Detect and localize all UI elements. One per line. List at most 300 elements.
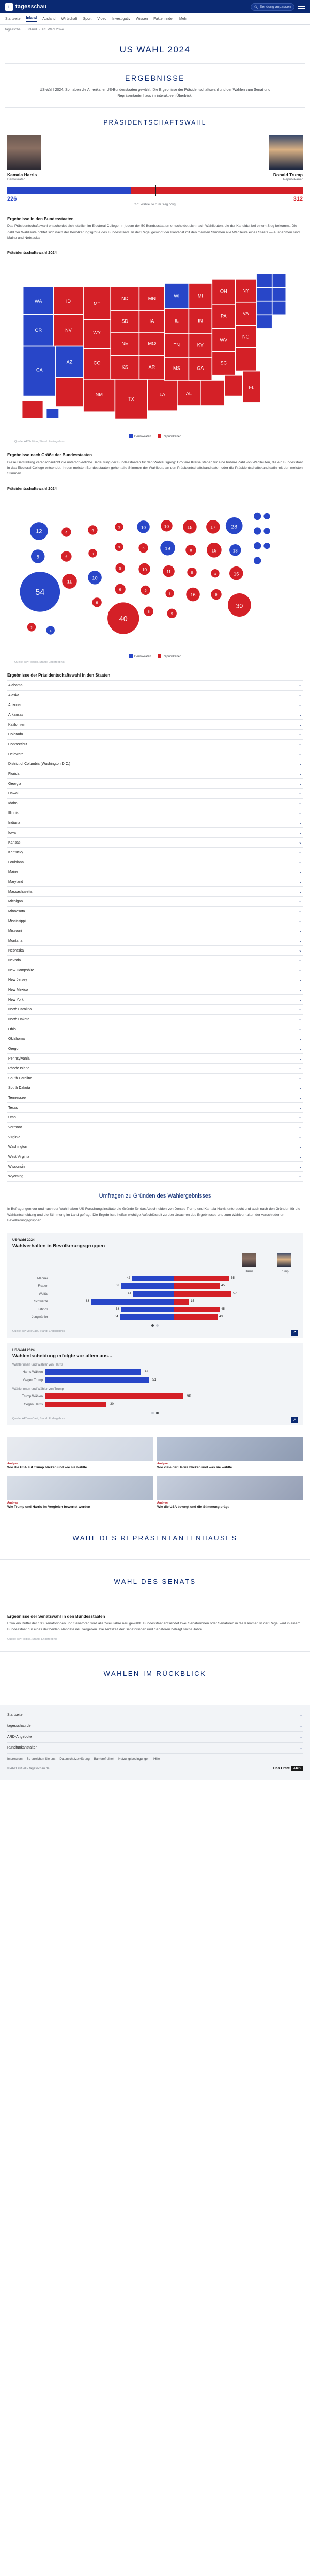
chevron-down-icon: ⌄ bbox=[299, 802, 302, 806]
state-label: Mississippi bbox=[8, 919, 26, 923]
svg-text:FL: FL bbox=[249, 385, 255, 390]
state-results-title: Ergebnisse in den Bundesstaaten bbox=[7, 217, 74, 222]
chart2-bar bbox=[12, 1402, 298, 1407]
nav-item-ausland[interactable]: Ausland bbox=[42, 17, 56, 21]
footer-section[interactable] bbox=[7, 1721, 303, 1732]
state-label: Nebraska bbox=[8, 948, 24, 953]
chart1-title: Wahlverhalten in Bevölkerungsgruppen bbox=[12, 1243, 105, 1249]
state-label: Texas bbox=[8, 1106, 18, 1110]
state-label: Georgia bbox=[8, 781, 21, 786]
teaser-title: Wie viele der Harris blicken und was sie wählte bbox=[157, 1465, 233, 1469]
teaser-title: Wie die USA bewegt und die Stimmung prägt bbox=[157, 1505, 229, 1509]
state-row[interactable] bbox=[7, 799, 303, 808]
harris-thumb bbox=[242, 1253, 256, 1267]
us-map-svg bbox=[7, 258, 303, 432]
svg-text:MS: MS bbox=[173, 365, 180, 371]
svg-text:MT: MT bbox=[94, 301, 101, 306]
map-title: Präsidentschaftswahl 2024 bbox=[7, 250, 57, 255]
teaser-card[interactable] bbox=[7, 1476, 153, 1510]
svg-text:CA: CA bbox=[36, 367, 43, 373]
svg-text:6: 6 bbox=[144, 588, 147, 593]
breadcrumb-sep-0: › bbox=[24, 28, 26, 32]
trump-photo bbox=[269, 135, 303, 170]
state-label: Delaware bbox=[8, 752, 24, 756]
svg-text:16: 16 bbox=[234, 571, 239, 576]
ard-label: Das Erste bbox=[273, 1767, 290, 1771]
majority-marker bbox=[155, 185, 156, 196]
state-row[interactable] bbox=[7, 1024, 303, 1034]
chevron-down-icon: ⌄ bbox=[299, 978, 302, 983]
senate-text: Etwa ein Drittel der 100 Senatorinnen und Senatoren wird alle zwei Jahre neu gewählt. Bundesstaat entsendet zwei Senatorinnen oder Senatoren in die Kammer. In der Regel wird in einem Bundesstaat nur eines der beiden Mandate neu vergeben. Die Amtszeit der Senatorinnen und Senatoren beträgt sechs Jahre. bbox=[7, 1622, 301, 1632]
state-label: Arizona bbox=[8, 703, 21, 707]
teaser-image-c bbox=[7, 1476, 153, 1500]
state-row[interactable] bbox=[7, 1044, 303, 1054]
footer bbox=[0, 1705, 310, 1780]
chevron-down-icon: ⌄ bbox=[299, 1037, 302, 1041]
svg-text:19: 19 bbox=[211, 548, 217, 554]
chevron-down-icon: ⌄ bbox=[299, 959, 302, 963]
footer-bottom bbox=[7, 1761, 303, 1771]
house-banner: WAHL DES REPRÄSENTANTENHAUSES bbox=[0, 1516, 310, 1559]
state-row[interactable] bbox=[7, 867, 303, 877]
state-row[interactable] bbox=[7, 828, 303, 838]
state-label: Ohio bbox=[8, 1027, 16, 1031]
hamburger-icon[interactable] bbox=[298, 5, 305, 9]
carousel-dots-2[interactable] bbox=[12, 1407, 298, 1414]
svg-text:11: 11 bbox=[166, 569, 171, 574]
state-label: Virginia bbox=[8, 1135, 21, 1139]
nav-item-faktenfinder[interactable]: Faktenfinder bbox=[153, 17, 174, 21]
chevron-down-icon: ⌄ bbox=[299, 1047, 302, 1051]
state-label: Iowa bbox=[8, 831, 16, 835]
svg-text:8: 8 bbox=[147, 609, 150, 614]
svg-text:ID: ID bbox=[66, 298, 71, 304]
teaser-image-d bbox=[157, 1476, 303, 1500]
state-row[interactable] bbox=[7, 936, 303, 946]
state-results-text: Das Präsidentschaftswahl entscheidet sich letztlich im Electoral College: In jedem der 50 Bundesstaaten entscheidet sich nach Wahlleuten, die der Kandidat bei einem Sieg bekommt. Die Zahl der Wahlleute richtet sich nach der Bevölkerungsgröße des Bundesstaats. In der Regel gewinnt der Kandidat mit den meisten Stimmen alle Wahlleute eines Staats — Ausnahmen sind Maine und Nebraska. bbox=[7, 224, 300, 240]
nav-item-wirtschaft[interactable]: Wirtschaft bbox=[61, 17, 78, 21]
footer-link[interactable]: Nutzungsbedingungen bbox=[118, 1757, 150, 1761]
chevron-down-icon: ⌄ bbox=[299, 969, 302, 973]
bar-value: 47 bbox=[145, 1370, 148, 1374]
chevron-down-icon: ⌄ bbox=[299, 1057, 302, 1061]
bar-value: 68 bbox=[187, 1394, 191, 1398]
teaser-image-a bbox=[7, 1437, 153, 1461]
carousel-dots[interactable] bbox=[12, 1320, 298, 1327]
teaser-kicker: Analyse bbox=[157, 1501, 168, 1505]
legend-rep: Republikaner bbox=[158, 434, 181, 438]
svg-text:WI: WI bbox=[174, 293, 180, 299]
state-row[interactable] bbox=[7, 965, 303, 975]
chart2-bar bbox=[12, 1369, 298, 1375]
bar-value: 51 bbox=[152, 1378, 156, 1382]
candidate-name: Kamala Harris bbox=[7, 172, 37, 178]
svg-text:NM: NM bbox=[95, 392, 103, 397]
svg-text:11: 11 bbox=[67, 579, 72, 585]
search-input[interactable] bbox=[251, 3, 295, 11]
svg-text:WA: WA bbox=[35, 298, 42, 304]
svg-text:5: 5 bbox=[119, 566, 121, 571]
svg-text:3: 3 bbox=[30, 626, 33, 630]
state-label: Wisconsin bbox=[8, 1164, 25, 1169]
candidate-row bbox=[0, 133, 310, 181]
svg-text:6: 6 bbox=[65, 555, 68, 559]
state-row[interactable] bbox=[7, 1172, 303, 1182]
svg-text:10: 10 bbox=[141, 525, 146, 530]
chevron-down-icon: ⌄ bbox=[299, 1106, 302, 1110]
breadcrumb-item-0[interactable]: tagesschau bbox=[5, 28, 23, 32]
state-row[interactable] bbox=[7, 1034, 303, 1044]
state-row[interactable] bbox=[7, 808, 303, 818]
state-row[interactable] bbox=[7, 1132, 303, 1142]
svg-text:IA: IA bbox=[149, 318, 154, 324]
state-row[interactable] bbox=[7, 691, 303, 700]
electoral-bar-rep bbox=[131, 187, 303, 194]
state-label: Washington bbox=[8, 1145, 27, 1149]
state-row[interactable] bbox=[7, 907, 303, 916]
state-label: Indiana bbox=[8, 821, 20, 825]
chevron-down-icon: ⌄ bbox=[299, 782, 302, 786]
copyright: © ARD aktuell / tagesschau.de bbox=[7, 1767, 50, 1770]
svg-text:9: 9 bbox=[215, 592, 218, 597]
nav-item-mehr[interactable]: Mehr bbox=[179, 17, 188, 21]
svg-text:CO: CO bbox=[93, 360, 101, 366]
category-label: Schwarze bbox=[34, 1299, 48, 1304]
chart1-source: Quelle: AP VoteCast, Stand: Endergebnis ↗ bbox=[12, 1327, 298, 1333]
state-row[interactable] bbox=[7, 730, 303, 740]
svg-text:WV: WV bbox=[220, 337, 228, 343]
svg-text:3: 3 bbox=[118, 545, 120, 549]
carousel-dot-1[interactable] bbox=[151, 1324, 154, 1327]
chevron-down-icon: ⌄ bbox=[299, 890, 302, 894]
bar-label: Gegen Trump bbox=[23, 1378, 43, 1382]
chart1-legend bbox=[12, 1253, 298, 1274]
bar-label: Gegen Harris bbox=[24, 1402, 43, 1406]
svg-text:10: 10 bbox=[164, 524, 169, 529]
state-label: Nevada bbox=[8, 958, 21, 962]
nav-item-startseite[interactable]: Startseite bbox=[5, 17, 21, 21]
chevron-down-icon: ⌄ bbox=[300, 1735, 303, 1739]
nav-item-wissen[interactable]: Wissen bbox=[136, 17, 148, 21]
value-trump: 55 bbox=[231, 1277, 235, 1280]
svg-text:6: 6 bbox=[119, 587, 121, 592]
chevron-down-icon: ⌄ bbox=[299, 743, 302, 747]
svg-text:8: 8 bbox=[190, 548, 192, 553]
svg-text:LA: LA bbox=[159, 392, 165, 397]
state-row[interactable] bbox=[7, 759, 303, 769]
state-row[interactable] bbox=[7, 681, 303, 691]
search-placeholder: Sendung anpassen bbox=[259, 5, 291, 9]
state-label: Colorado bbox=[8, 732, 23, 737]
breadcrumb bbox=[0, 25, 310, 35]
chevron-down-icon: ⌄ bbox=[299, 1086, 302, 1091]
chart-voting-groups bbox=[7, 1233, 303, 1338]
teaser-title: Wie die USA auf Trump blicken und wie sie wählte bbox=[7, 1465, 87, 1469]
category-label: Jungwähler bbox=[32, 1315, 48, 1319]
state-row[interactable] bbox=[7, 838, 303, 848]
state-row[interactable] bbox=[7, 749, 303, 759]
state-label: Vermont bbox=[8, 1125, 22, 1129]
footer-section[interactable] bbox=[7, 1743, 303, 1754]
footer-link[interactable]: So erreichen Sie uns bbox=[26, 1757, 56, 1761]
chevron-down-icon: ⌄ bbox=[299, 713, 302, 717]
teaser-kicker: Analyse bbox=[7, 1501, 19, 1505]
state-row[interactable] bbox=[7, 700, 303, 710]
state-label: Oklahoma bbox=[8, 1037, 25, 1041]
share-icon[interactable]: ↗ bbox=[291, 1330, 298, 1336]
results-heading: ERGEBNISSE bbox=[125, 74, 185, 82]
svg-text:4: 4 bbox=[65, 530, 68, 535]
state-label: Utah bbox=[8, 1115, 16, 1120]
svg-text:6: 6 bbox=[168, 592, 171, 596]
svg-text:AR: AR bbox=[148, 364, 156, 370]
nav-item-inland[interactable]: Inland bbox=[26, 16, 37, 22]
chevron-down-icon: ⌄ bbox=[299, 998, 302, 1002]
breadcrumb-item-1[interactable]: Inland bbox=[27, 28, 37, 32]
svg-text:NY: NY bbox=[242, 288, 250, 294]
nav-item-investigativ[interactable]: Investigativ bbox=[112, 17, 131, 21]
teaser-row-2 bbox=[0, 1476, 310, 1516]
presidential-heading: PRÄSIDENTSCHAFTSWAHL bbox=[103, 119, 207, 127]
chevron-down-icon: ⌄ bbox=[299, 861, 302, 865]
surveys-heading: Umfragen zu Gründen des Wahlergebnisses bbox=[99, 1193, 211, 1200]
state-label: Rhode Island bbox=[8, 1066, 30, 1070]
state-row[interactable] bbox=[7, 720, 303, 730]
state-label: South Dakota bbox=[8, 1086, 30, 1090]
nav-item-video[interactable]: Video bbox=[97, 17, 107, 21]
chart2-title: Wahlentscheidung erfolgte vor allem aus... bbox=[12, 1353, 112, 1359]
category-label: Männer bbox=[37, 1276, 48, 1280]
chart-vote-motivation bbox=[7, 1343, 303, 1425]
value-harris: 42 bbox=[127, 1277, 130, 1280]
state-row[interactable] bbox=[7, 985, 303, 995]
carousel-dot-2[interactable] bbox=[156, 1324, 159, 1327]
teaser-card[interactable] bbox=[7, 1437, 153, 1470]
carousel-dot-2[interactable] bbox=[156, 1412, 159, 1414]
chevron-down-icon: ⌄ bbox=[299, 949, 302, 953]
svg-text:54: 54 bbox=[35, 587, 45, 597]
trump-thumb bbox=[277, 1253, 291, 1267]
legend-rep-2: Republikaner bbox=[158, 654, 181, 658]
chevron-down-icon: ⌄ bbox=[299, 910, 302, 914]
teaser-kicker: Analyse bbox=[157, 1462, 168, 1465]
state-row[interactable] bbox=[7, 1074, 303, 1083]
chart2-source: Quelle: AP VoteCast, Stand: Endergebnis ↗ bbox=[12, 1414, 298, 1420]
state-row[interactable] bbox=[7, 1103, 303, 1113]
state-label: Idaho bbox=[8, 801, 18, 805]
main-nav bbox=[0, 13, 310, 25]
state-row[interactable] bbox=[7, 995, 303, 1005]
footer-section[interactable] bbox=[7, 1710, 303, 1721]
teaser-card[interactable] bbox=[157, 1437, 303, 1470]
chevron-down-icon: ⌄ bbox=[299, 919, 302, 924]
teaser-kicker: Analyse bbox=[7, 1462, 19, 1465]
ard-logo[interactable] bbox=[273, 1766, 303, 1771]
bubble-map-svg bbox=[7, 494, 303, 652]
teaser-card[interactable] bbox=[157, 1476, 303, 1510]
chevron-down-icon: ⌄ bbox=[299, 988, 302, 992]
top-bar-actions bbox=[251, 3, 305, 11]
state-label: Kalifornien bbox=[8, 723, 26, 727]
chevron-down-icon: ⌄ bbox=[299, 831, 302, 835]
chevron-down-icon: ⌄ bbox=[299, 762, 302, 766]
state-label: District of Columbia (Washington D.C.) bbox=[8, 762, 70, 766]
state-row[interactable] bbox=[7, 857, 303, 867]
state-row[interactable] bbox=[7, 710, 303, 720]
svg-text:9: 9 bbox=[171, 611, 173, 616]
chevron-down-icon: ⌄ bbox=[299, 821, 302, 825]
us-electoral-map[interactable] bbox=[0, 255, 310, 444]
footer-link[interactable]: Hilfe bbox=[153, 1757, 160, 1761]
chevron-down-icon: ⌄ bbox=[300, 1724, 303, 1728]
state-label: Tennessee bbox=[8, 1096, 26, 1100]
svg-text:3: 3 bbox=[91, 552, 94, 556]
nav-item-sport[interactable]: Sport bbox=[83, 17, 92, 21]
footer-section-label: tagesschau.de bbox=[7, 1724, 31, 1728]
state-row[interactable] bbox=[7, 848, 303, 857]
svg-text:40: 40 bbox=[119, 615, 128, 623]
chevron-down-icon: ⌄ bbox=[299, 1008, 302, 1012]
senate-section bbox=[0, 1603, 310, 1651]
state-row[interactable] bbox=[7, 975, 303, 985]
footer-link[interactable]: Datenschutzerklärung bbox=[59, 1757, 90, 1761]
state-row[interactable] bbox=[7, 789, 303, 799]
state-label: Arkansas bbox=[8, 713, 24, 717]
state-label: Florida bbox=[8, 772, 20, 776]
svg-text:6: 6 bbox=[142, 546, 145, 550]
state-row[interactable] bbox=[7, 1005, 303, 1015]
state-row[interactable] bbox=[7, 1152, 303, 1162]
category-label: Weiße bbox=[39, 1292, 48, 1296]
footer-section-label: ARD-Angebote bbox=[7, 1735, 32, 1739]
states-accordion-title: Ergebnisse der Präsidentschaftswahl in den Staaten bbox=[7, 673, 111, 678]
state-row[interactable] bbox=[7, 1064, 303, 1074]
chevron-down-icon: ⌄ bbox=[300, 1713, 303, 1718]
svg-text:5: 5 bbox=[96, 601, 98, 605]
state-label: Montana bbox=[8, 939, 23, 943]
state-row[interactable] bbox=[7, 877, 303, 887]
svg-text:MI: MI bbox=[197, 293, 203, 299]
share-icon[interactable]: ↗ bbox=[291, 1417, 298, 1423]
value-trump: 57 bbox=[233, 1292, 237, 1296]
chevron-down-icon: ⌄ bbox=[299, 694, 302, 698]
candidate-trump bbox=[225, 135, 303, 181]
state-label: New Jersey bbox=[8, 978, 27, 982]
electoral-votes-harris: 226 bbox=[7, 196, 17, 203]
chevron-down-icon: ⌄ bbox=[299, 1175, 302, 1179]
page-title: US WAHL 2024 bbox=[119, 44, 191, 54]
footer-section[interactable] bbox=[7, 1732, 303, 1743]
svg-text:SD: SD bbox=[121, 318, 129, 324]
state-row[interactable] bbox=[7, 1162, 303, 1172]
candidate-party: Demokraten bbox=[7, 178, 26, 182]
state-row[interactable] bbox=[7, 769, 303, 779]
chevron-down-icon: ⌄ bbox=[299, 1136, 302, 1140]
state-label: New York bbox=[8, 998, 24, 1002]
state-row[interactable] bbox=[7, 779, 303, 789]
state-row[interactable] bbox=[7, 818, 303, 828]
ard-mark: ARD bbox=[291, 1766, 303, 1771]
state-row[interactable] bbox=[7, 926, 303, 936]
harris-photo bbox=[7, 135, 41, 170]
state-row[interactable] bbox=[7, 1113, 303, 1123]
svg-text:13: 13 bbox=[233, 548, 238, 554]
senate-banner: WAHL DES SENATS bbox=[0, 1559, 310, 1603]
state-row[interactable] bbox=[7, 1083, 303, 1093]
value-harris: 83 bbox=[86, 1300, 89, 1304]
svg-text:KY: KY bbox=[197, 342, 204, 348]
chevron-down-icon: ⌄ bbox=[299, 684, 302, 688]
teaser-row-1 bbox=[0, 1431, 310, 1477]
state-row[interactable] bbox=[7, 956, 303, 965]
state-label: Hawaii bbox=[8, 791, 20, 795]
state-label: Maryland bbox=[8, 880, 23, 884]
chevron-down-icon: ⌄ bbox=[299, 1155, 302, 1159]
chevron-down-icon: ⌄ bbox=[300, 1746, 303, 1750]
bar-label: Harris Wählen bbox=[22, 1370, 43, 1374]
state-row[interactable] bbox=[7, 1123, 303, 1132]
footer-link[interactable]: Barrierefreiheit bbox=[94, 1757, 115, 1761]
state-label: Massachusetts bbox=[8, 890, 33, 894]
bar-label: Trump Wählen bbox=[22, 1394, 43, 1398]
chevron-down-icon: ⌄ bbox=[299, 1126, 302, 1130]
top-bar bbox=[0, 0, 310, 13]
us-bubble-map[interactable] bbox=[0, 491, 310, 665]
state-row[interactable] bbox=[7, 946, 303, 956]
states-accordion bbox=[7, 680, 303, 1182]
state-row[interactable] bbox=[7, 1142, 303, 1152]
state-row[interactable] bbox=[7, 916, 303, 926]
senate-title: Ergebnisse der Senatswahl in den Bundesstaaten bbox=[7, 1614, 105, 1619]
state-row[interactable] bbox=[7, 897, 303, 907]
chevron-down-icon: ⌄ bbox=[299, 703, 302, 708]
svg-text:3: 3 bbox=[118, 526, 120, 530]
footer-link[interactable]: Impressum bbox=[7, 1757, 23, 1761]
value-trump: 15 bbox=[191, 1300, 194, 1304]
state-label: Kentucky bbox=[8, 850, 23, 854]
legend-dem-2: Demokraten bbox=[129, 654, 151, 658]
chevron-down-icon: ⌄ bbox=[299, 900, 302, 904]
svg-text:IL: IL bbox=[175, 318, 179, 324]
chevron-down-icon: ⌄ bbox=[299, 939, 302, 943]
brand-logo[interactable] bbox=[5, 3, 47, 11]
majority-label bbox=[7, 202, 303, 206]
state-label: Kansas bbox=[8, 840, 21, 845]
state-label: Illinois bbox=[8, 811, 19, 815]
svg-text:8: 8 bbox=[36, 554, 39, 560]
carousel-dot-1[interactable] bbox=[151, 1412, 154, 1414]
chevron-down-icon: ⌄ bbox=[299, 1165, 302, 1169]
state-row[interactable] bbox=[7, 887, 303, 897]
chart2-bar bbox=[12, 1377, 298, 1383]
value-trump: 43 bbox=[219, 1315, 223, 1319]
state-row[interactable] bbox=[7, 1015, 303, 1024]
legend-harris bbox=[239, 1253, 259, 1274]
svg-text:10: 10 bbox=[92, 575, 98, 581]
state-label: Michigan bbox=[8, 899, 23, 903]
state-row[interactable] bbox=[7, 1093, 303, 1103]
electoral-vote-bar bbox=[0, 181, 310, 208]
size-results-title: Ergebnisse nach Größe der Bundesstaaten bbox=[7, 453, 92, 458]
chart1-row bbox=[12, 1283, 298, 1289]
state-row[interactable] bbox=[7, 740, 303, 749]
senate-source: Quelle: AP/Politico, Stand: Endergebnis bbox=[7, 1637, 57, 1641]
bar-value: 30 bbox=[110, 1403, 114, 1406]
state-row[interactable] bbox=[7, 1054, 303, 1064]
footer-section-label: Startseite bbox=[7, 1713, 23, 1718]
svg-text:IN: IN bbox=[198, 318, 203, 324]
chart1-row bbox=[12, 1276, 298, 1281]
